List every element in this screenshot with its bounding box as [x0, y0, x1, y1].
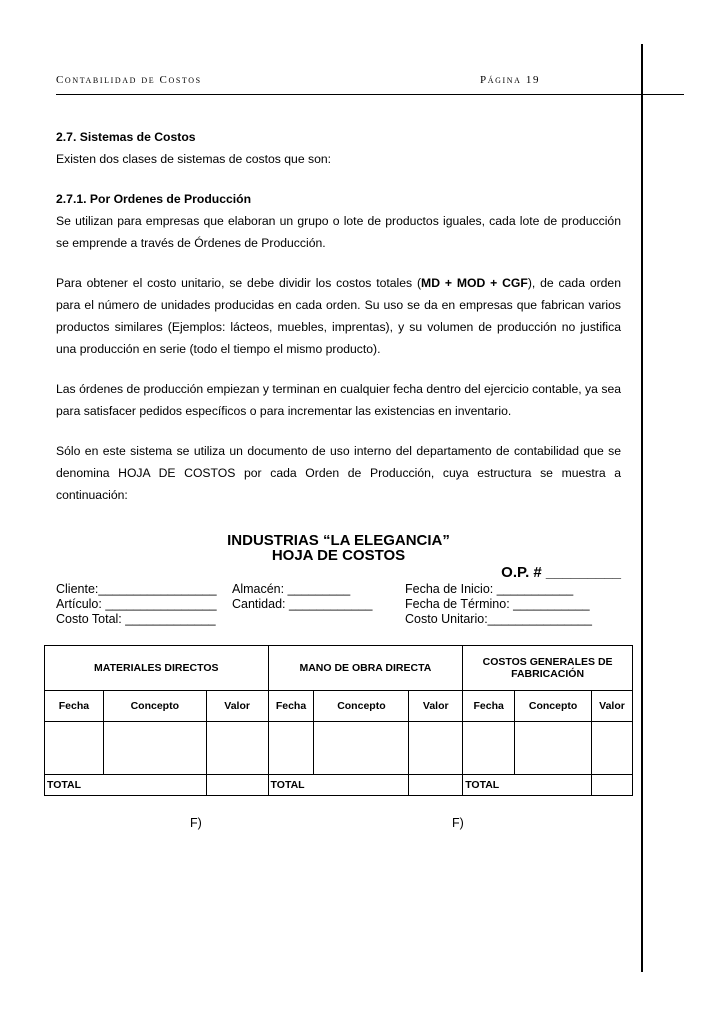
form-title: HOJA DE COSTOS [271, 547, 406, 564]
total-materiales: TOTAL [45, 775, 207, 796]
table-cell [463, 722, 515, 775]
running-header-page: Página 19 [480, 74, 541, 86]
table-cell [45, 722, 104, 775]
field-fecha-inicio: Fecha de Inicio: ___________ [405, 582, 574, 596]
group-costos-generales: COSTOS GENERALES DE FABRICACIÓN [463, 646, 633, 691]
form-op-number: O.P. # _________ [501, 564, 621, 581]
paragraph-2-formula: MD + MOD + CGF [421, 276, 528, 290]
col-concepto: Concepto [515, 691, 592, 722]
signature-left: F) [190, 816, 202, 830]
field-fecha-termino: Fecha de Término: ___________ [405, 597, 590, 611]
col-fecha: Fecha [268, 691, 314, 722]
total-costos-generales: TOTAL [463, 775, 592, 796]
header-rule [56, 94, 684, 95]
paragraph-2 [56, 272, 621, 360]
group-materiales-directos: MATERIALES DIRECTOS [45, 646, 269, 691]
total-materiales-value [206, 775, 268, 796]
col-fecha: Fecha [463, 691, 515, 722]
table-header-row [45, 691, 633, 722]
table-row [45, 722, 633, 775]
field-almacen: Almacén: _________ [232, 582, 351, 596]
table-cell [409, 722, 463, 775]
paragraph-2-part-a: Para obtener el costo unitario, se debe dividir los costos totales ( [56, 276, 422, 290]
paragraph-4: Sólo en este sistema se utiliza un documento de uso interno del departamento de contabilidad que se denomina HOJA DE COSTOS por cada Orden de Producción, cuya estructura se muestra a continuación: [56, 444, 621, 502]
col-concepto: Concepto [103, 691, 206, 722]
section-heading: 2.7. Sistemas de Costos [56, 130, 196, 144]
field-cliente: Cliente:_________________ [56, 582, 217, 596]
field-costo-unitario: Costo Unitario:_______________ [405, 612, 592, 626]
col-concepto: Concepto [314, 691, 409, 722]
total-costos-generales-value [592, 775, 633, 796]
field-cantidad: Cantidad: ____________ [232, 597, 373, 611]
table-cell [103, 722, 206, 775]
col-fecha: Fecha [45, 691, 104, 722]
table-cell [268, 722, 314, 775]
group-mano-de-obra: MANO DE OBRA DIRECTA [268, 646, 463, 691]
signature-right: F) [452, 816, 464, 830]
col-valor: Valor [409, 691, 463, 722]
section-intro: Existen dos clases de sistemas de costos que son: [56, 152, 332, 166]
paragraph-1: Se utilizan para empresas que elaboran un grupo o lote de productos iguales, cada lote de producción se emprende a través de Órdenes de Producción. [56, 214, 621, 250]
table-cell [592, 722, 633, 775]
section-body [56, 126, 621, 506]
table-total-row [45, 775, 633, 796]
subsection-heading: 2.7.1. Por Ordenes de Producción [56, 192, 252, 206]
running-header-title: Contabilidad de Costos [56, 74, 202, 86]
total-mano-de-obra: TOTAL [268, 775, 409, 796]
col-valor: Valor [206, 691, 268, 722]
field-costo-total: Costo Total: _____________ [56, 612, 216, 626]
table-cell [206, 722, 268, 775]
paragraph-3: Las órdenes de producción empiezan y terminan en cualquier fecha dentro del ejercicio contable, ya sea para satisfacer pedidos específicos o para incrementar las existencias en inventario. [56, 382, 621, 418]
form-company: INDUSTRIAS “LA ELEGANCIA” [227, 532, 450, 549]
field-articulo: Artículo: ________________ [56, 597, 217, 611]
col-valor: Valor [592, 691, 633, 722]
paragraph-2-part-b: ), de cada orden para el número de unidades producidas en cada orden. Su uso se da en empresas que fabrican varios productos similares (Ejemplos: lácteos, muebles, imprentas), y su volumen de producción no justifica una producción en serie (todo el tiempo el mismo producto). [56, 276, 621, 356]
table-group-row [45, 646, 633, 691]
cost-sheet-table [44, 645, 633, 796]
right-margin-rule [641, 44, 643, 972]
total-mano-de-obra-value [409, 775, 463, 796]
table-cell [515, 722, 592, 775]
table-cell [314, 722, 409, 775]
